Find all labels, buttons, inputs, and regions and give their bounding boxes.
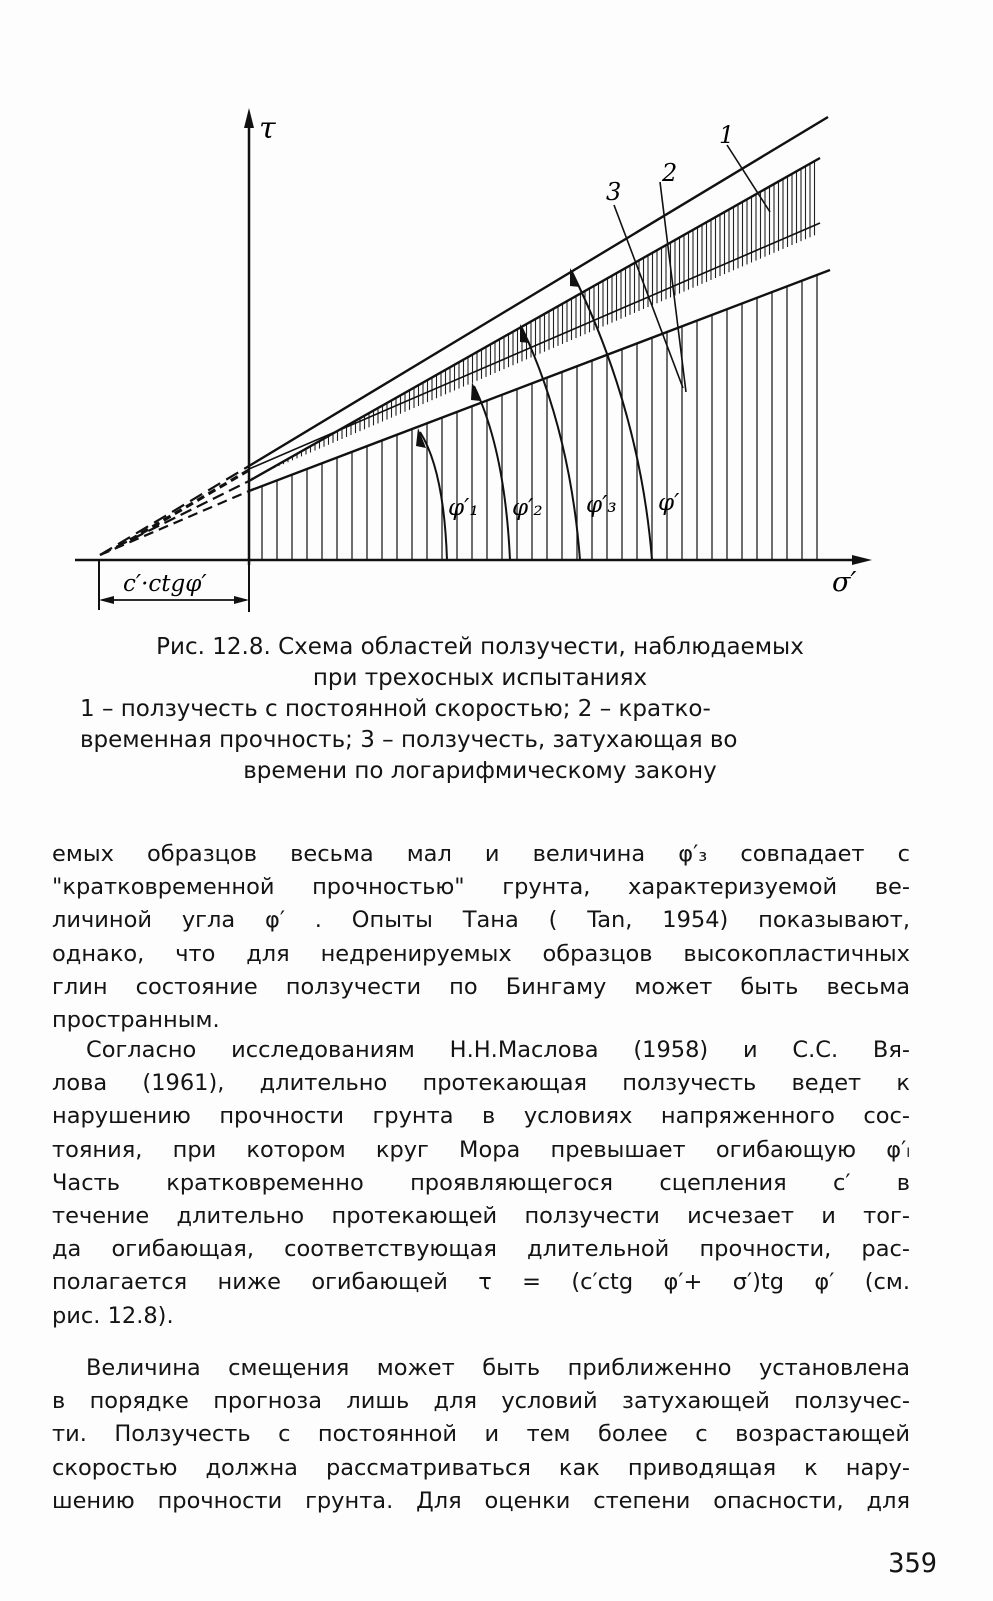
dim-arrow-left bbox=[99, 596, 114, 604]
caption-title-line1: Рис. 12.8. Схема областей ползучести, наблюдаемых bbox=[156, 634, 804, 660]
text-line: рис. 12.8). bbox=[52, 1302, 174, 1329]
text-line: тояния, при котором круг Мора превышает огибающую φ′ₗ bbox=[52, 1136, 910, 1163]
extension-dash-2 bbox=[100, 481, 249, 555]
intercept-label: c′·ctgφ′ bbox=[123, 571, 207, 597]
extension-dash-3 bbox=[100, 491, 249, 555]
angle-label-phi1: φ′₁ bbox=[448, 495, 479, 521]
creep-diagram bbox=[0, 0, 993, 625]
angle-label-phi: φ′ bbox=[658, 490, 680, 516]
text-line: Согласно исследованиям Н.Н.Маслова (1958) и С.С. Вя- bbox=[86, 1037, 910, 1063]
arc-phi2 bbox=[474, 386, 510, 560]
angle-label-phi3: φ′₃ bbox=[586, 492, 617, 518]
text-line: скоростью должна рассматриваться как приводящая к нару- bbox=[52, 1454, 910, 1481]
curve-label-1: 1 bbox=[719, 121, 735, 149]
envelope-line-1 bbox=[249, 117, 828, 466]
arc-phi1 bbox=[420, 432, 447, 560]
sigma-axis-arrow bbox=[852, 555, 872, 565]
text-line: Часть кратковременно проявляющегося сцепления c′ в bbox=[52, 1169, 910, 1196]
arrow-phi2 bbox=[471, 382, 481, 401]
text-line: пространным. bbox=[52, 1006, 220, 1033]
arc-phi3 bbox=[522, 328, 580, 560]
text-line: да огибающая, соответствующая длительной прочности, рас- bbox=[52, 1236, 910, 1263]
paragraph-1 bbox=[52, 838, 910, 1037]
envelope-line-inner bbox=[249, 223, 820, 469]
text-line: течение длительно протекающей ползучести исчезает и тог- bbox=[52, 1202, 910, 1229]
curve-label-3: 3 bbox=[606, 178, 622, 206]
extension-dash-1 bbox=[100, 466, 249, 555]
paragraph-2 bbox=[52, 1034, 910, 1333]
text-line: в порядке прогноза лишь для условий затухающей ползучес- bbox=[52, 1388, 910, 1415]
caption-legend-line1: 1 – ползучесть с постоянной скоростью; 2 – кратко- bbox=[80, 696, 711, 722]
tau-axis-arrow bbox=[244, 108, 254, 128]
text-line: Величина смещения может быть приближенно установлена bbox=[86, 1355, 910, 1381]
axis-label-sigma: σ′ bbox=[832, 567, 857, 598]
text-line: "кратковременной прочностью" грунта, характеризуемой ве- bbox=[52, 874, 910, 901]
text-line: глин состояние ползучести по Бингаму может быть весьма bbox=[52, 973, 910, 1000]
caption-legend-line2: временная прочность; 3 – ползучесть, затухающая во bbox=[80, 727, 738, 753]
text-line: емых образцов весьма мал и величина φ′₃ совпадает с bbox=[52, 841, 910, 867]
angle-label-phi2: φ′₂ bbox=[512, 495, 543, 521]
envelope-line-lower bbox=[249, 270, 830, 491]
caption-legend-line3: времени по логарифмическому закону bbox=[243, 758, 717, 784]
text-line: нарушению прочности грунта в условиях напряженного сос- bbox=[52, 1103, 910, 1130]
dim-arrow-right bbox=[234, 596, 249, 604]
text-line: личиной угла φ′ . Опыты Тана ( Tan, 1954) показывают, bbox=[52, 907, 910, 934]
paragraph-3 bbox=[52, 1352, 910, 1518]
page-number: 359 bbox=[888, 1548, 937, 1579]
text-line: ти. Ползучесть с постоянной и тем более с возрастающей bbox=[52, 1421, 910, 1448]
leader-3 bbox=[614, 205, 683, 388]
text-line: однако, что для недренируемых образцов высокопластичных bbox=[52, 940, 910, 967]
text-line: полагается ниже огибающей τ = (c′ctg φ′+ σ′)tg φ′ (см. bbox=[52, 1269, 910, 1296]
text-line: лова (1961), длительно протекающая ползучесть ведет к bbox=[52, 1070, 910, 1097]
figure-caption bbox=[80, 632, 880, 787]
extension-dash-4 bbox=[130, 470, 249, 540]
curve-label-2: 2 bbox=[662, 159, 678, 187]
axis-label-tau: τ bbox=[259, 111, 276, 146]
caption-title-line2: при трехосных испытаниях bbox=[312, 665, 648, 691]
text-line: шению прочности грунта. Для оценки степени опасности, для bbox=[52, 1487, 910, 1514]
